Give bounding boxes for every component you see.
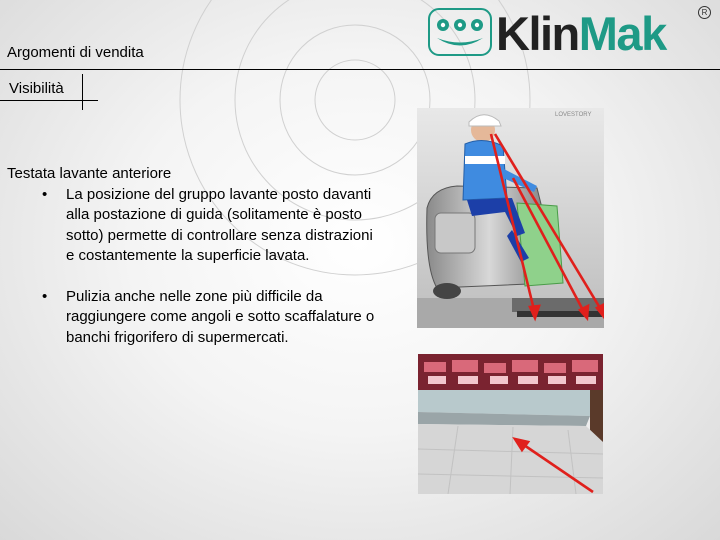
image-caption: LOVESTORY <box>555 112 592 118</box>
registered-mark: R <box>698 6 711 19</box>
klinmak-logo <box>428 6 712 60</box>
bullet-text: La posizione del gruppo lavante posto davanti alla postazione di guida (solitamente è posto sotto) permette di controllare senza distrazioni e costantemente la superficie lavata. <box>66 185 373 264</box>
logo-mark-icon <box>428 6 494 60</box>
bullet-marker: • <box>42 287 48 305</box>
content-body <box>7 164 377 348</box>
bullet-item <box>7 185 377 267</box>
logo-word-klin: Klin <box>496 7 579 60</box>
scrubber-operator-image <box>417 108 604 328</box>
section-divider-horizontal <box>0 100 98 101</box>
content-heading: Testata lavante anteriore <box>7 165 172 182</box>
bullet-text: Pulizia anche nelle zone più difficile da raggiungere come angoli e sotto scaffalature o banchi frigorifero di supermercati. <box>66 287 375 346</box>
logo-word-mak: Mak <box>578 7 666 60</box>
logo-wordmark <box>496 4 666 64</box>
bullet-item <box>7 287 377 349</box>
page-header-title: Argomenti di vendita <box>7 44 144 61</box>
section-divider-vertical <box>82 74 83 110</box>
header-divider <box>0 69 720 70</box>
bullet-marker: • <box>42 185 48 203</box>
section-label: Visibilità <box>9 80 64 97</box>
supermarket-fridge-image <box>418 354 603 494</box>
